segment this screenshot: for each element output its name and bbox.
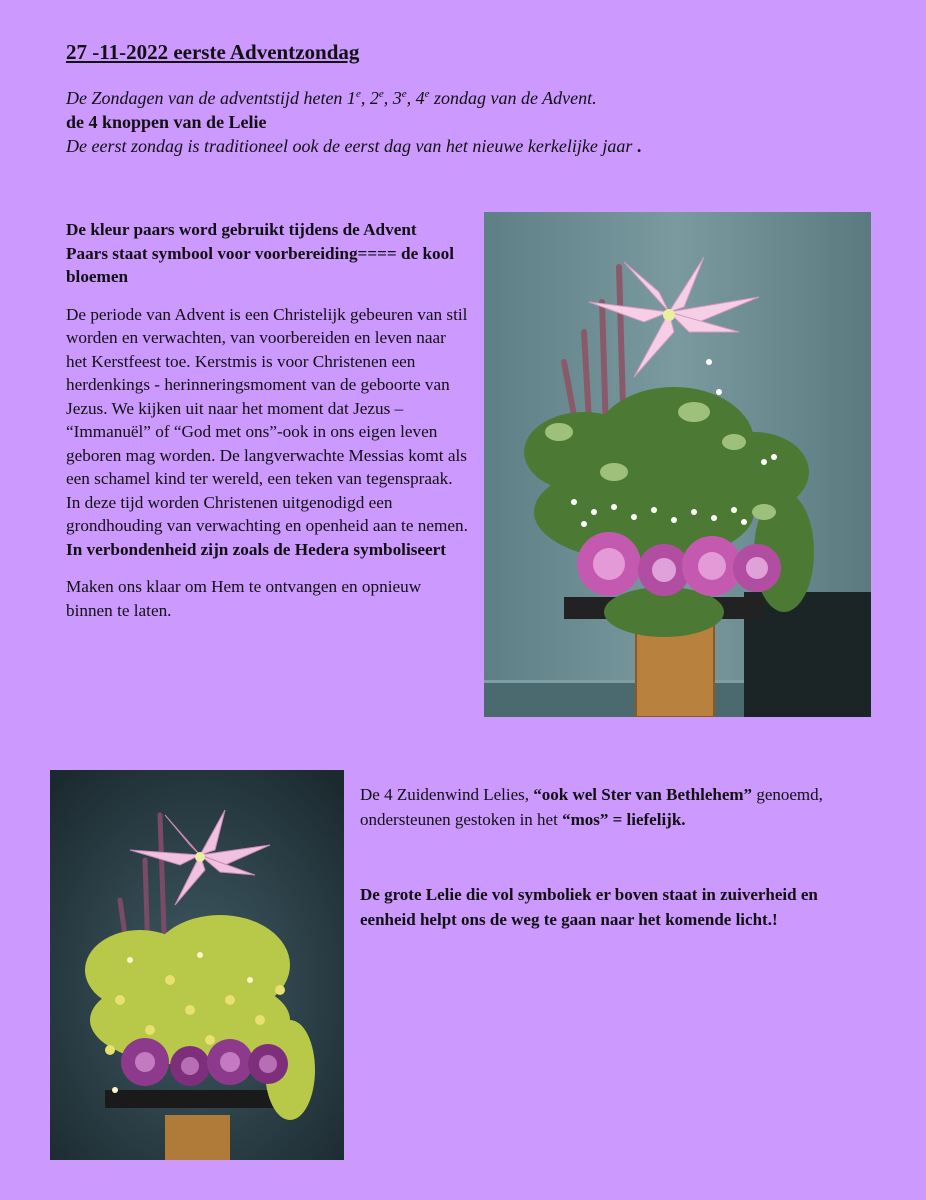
intro-line-3: De eerst zondag is traditioneel ook de eerst dag van het nieuwe kerkelijke jaar . bbox=[66, 136, 642, 156]
body-paragraph: De periode van Advent is een Christelijk gebeuren van stil worden en verwachten, van voorbereiden en leven naar het Kerstfeest toe. Kerstmis is voor Christenen een herdenkings - herinneringsmoment van de geboorte van Jezus. We kijken uit naar het moment dat Jezus – “Immanuël” of “God met ons”-ook in ons eigen leven geboren mag worden. De langverwachte Messias komt als een schamel kind ter wereld, een teken van tegenspraak. In deze tijd worden Christenen uitgenodigd een grondhouding van verwachting en openheid aan te nemen. bbox=[66, 304, 468, 535]
lilies-paragraph: De 4 Zuidenwind Lelies, “ook wel Ster van Bethlehem” genoemd, ondersteunen gestoken in het “mos” = liefelijk. bbox=[360, 785, 823, 829]
lower-right-text bbox=[360, 782, 830, 932]
illuminated-arrangement-photo bbox=[50, 770, 344, 1160]
illuminated-arrangement-illustration bbox=[50, 770, 344, 1160]
page-title: 27 -11-2022 eerste Adventzondag bbox=[66, 40, 360, 64]
big-lily-paragraph: De grote Lelie die vol symboliek er boven staat in zuiverheid en eenheid helpt ons de weg te gaan naar het komende licht.! bbox=[360, 885, 818, 929]
intro-line-1: De Zondagen van de adventstijd heten 1e, 2e, 3e, 4e zondag van de Advent. bbox=[66, 88, 597, 108]
flower-arrangement-photo bbox=[484, 212, 871, 717]
heading-hedera: In verbondenheid zijn zoals de Hedera symboliseert bbox=[66, 539, 447, 559]
heading-purple: De kleur paars word gebruikt tijdens de Advent bbox=[66, 220, 417, 239]
left-text-column bbox=[66, 218, 471, 622]
closing-paragraph: Maken ons klaar om Hem te ontvangen en opnieuw binnen te laten. bbox=[66, 577, 422, 620]
intro-block bbox=[66, 86, 866, 158]
intro-line-2: de 4 knoppen van de Lelie bbox=[66, 112, 267, 132]
heading-symbol: Paars staat symbool voor voorbereiding==== de kool bloemen bbox=[66, 243, 455, 286]
flower-arrangement-illustration bbox=[484, 212, 871, 717]
